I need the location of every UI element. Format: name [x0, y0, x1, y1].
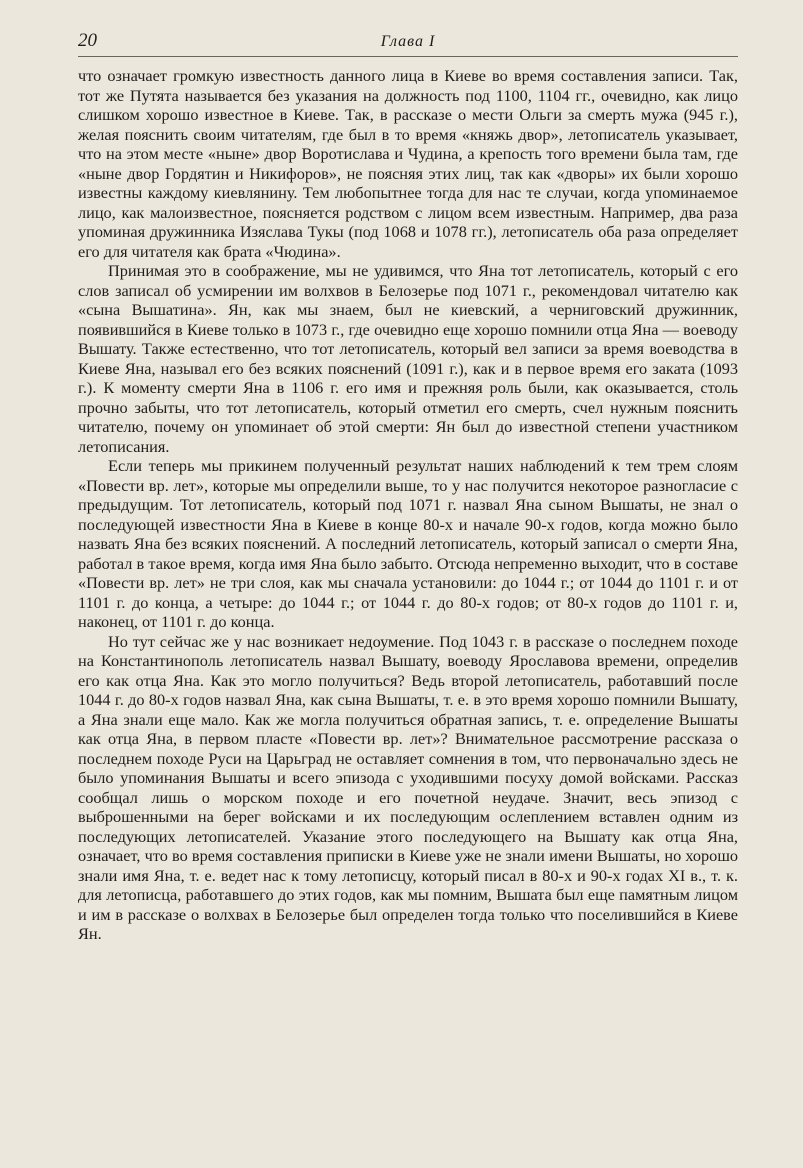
- paragraph-2: Принимая это в соображение, мы не удивимся, что Яна тот летописатель, который с его слов записал об усмирении им волхвов в Белозерье под 1071 г., рекомендовал читателю как «сына Вышатина». Ян, как мы знаем, был не киевский, а черниговский дружинник, появившийся в Киеве только в 1073 г., где очевидно еще хорошо помнили отца Яна — воеводу Вышату. Также естественно, что тот летописатель, который вел записи за время воеводства в Киеве Яна, называл его без всяких пояснений (1091 г.), как и в первое время его заката (1093 г.). К моменту смерти Яна в 1106 г. его имя и прежняя роль были, как оказывается, столь прочно забыты, что тот летописатель, который отметил его смерть, счел нужным пояснить читателю, почему он упоминает об этой смерти: Ян был до известной степени участником летописания.: [78, 261, 738, 456]
- page-number: 20: [78, 30, 97, 51]
- chapter-title: Глава I: [380, 33, 436, 50]
- paragraph-4: Но тут сейчас же у нас возникает недоумение. Под 1043 г. в рассказе о последнем походе на Константинополь летописатель назвал Вышату, воеводу Ярославова времени, определив его как отца Яна. Как это могло получиться? Ведь второй летописатель, работавший после 1044 г. до 80-х годов назвал Яна, как сына Вышаты, т. е. в это время хорошо помнили Вышату, а Яна знали еще мало. Как же могла получиться обратная запись, т. е. определение Вышаты как отца Яна, в первом пласте «Повести вр. лет»? Внимательное рассмотрение рассказа о последнем походе Руси на Царьград не оставляет сомнения в том, что первоначально здесь не было упоминания Вышаты и всего эпизода с уходившими посуху домой войсками. Рассказ сообщал лишь о морском походе и его почетной неудаче. Значит, весь эпизод с выброшенными на берег войсками и их последующим ослеплением вставлен одним из последующих летописателей. Указание этого последующего на Вышату как отца Яна, означает, что во время составления приписки в Киеве уже не знали имени Вышаты, но хорошо знали имя Яна, т. е. ведет нас к тому летописцу, который писал в 80-х и 90-х годах XI в., т. к. для летописца, работавшего до этих годов, как мы помним, Вышата был еще памятным лицом и им в рассказе о волхвах в Белозерье был определен тогда только что поселившийся в Киеве Ян.: [78, 631, 738, 943]
- paragraph-3: Если теперь мы прикинем полученный результат наших наблюдений к тем трем слоям «Повести вр. лет», которые мы определили выше, то у нас получится некоторое разногласие с предыдущим. Тот летописатель, который под 1071 г. назвал Яна сыном Вышаты, не знал о последующей известности Яна в Киеве в конце 80-х и начале 90-х годов, когда можно было назвать Яна без всяких пояснений. А последний летописатель, который записал о смерти Яна, работал в такое время, когда имя Яна было забыто. Отсюда непременно выходит, что в составе «Повести вр. лет» не три слоя, как мы сначала установили: до 1044 г.; от 1044 до 1101 г. и от 1101 г. до конца, а четыре: до 1044 г.; от 1044 г. до 80-х годов; от 80-х годов до 1101 г. и, наконец, от 1101 г. до конца.: [78, 456, 738, 631]
- paragraph-1: что означает громкую известность данного лица в Киеве во время составления записи. Так, тот же Путята называется без указания на должность под 1100, 1104 гг., очевидно, как лицо слишком хорошо известное в Киеве. Так, в рассказе о мести Ольги за смерть мужа (945 г.), желая пояснить своим читателям, где был в то время «княжь двор», летописатель указывает, что на этом месте «ныне» двор Воротислава и Чудина, а крепость того времени была там, где «ныне двор Гордятин и Никифоров», не поясняя этих лиц, так как «дворы» их были хорошо известны каждому киевлянину. Тем любопытнее тогда для нас те случаи, когда упоминаемое лицо, как малоизвестное, поясняется родством с лицом всем известным. Например, два раза упоминая дружинника Изяслава Тукы (под 1068 и 1078 гг.), летописатель оба раза определяет его для читателя как брата «Чюдина».: [78, 66, 738, 261]
- running-header: [78, 28, 738, 57]
- body-text: [78, 66, 738, 944]
